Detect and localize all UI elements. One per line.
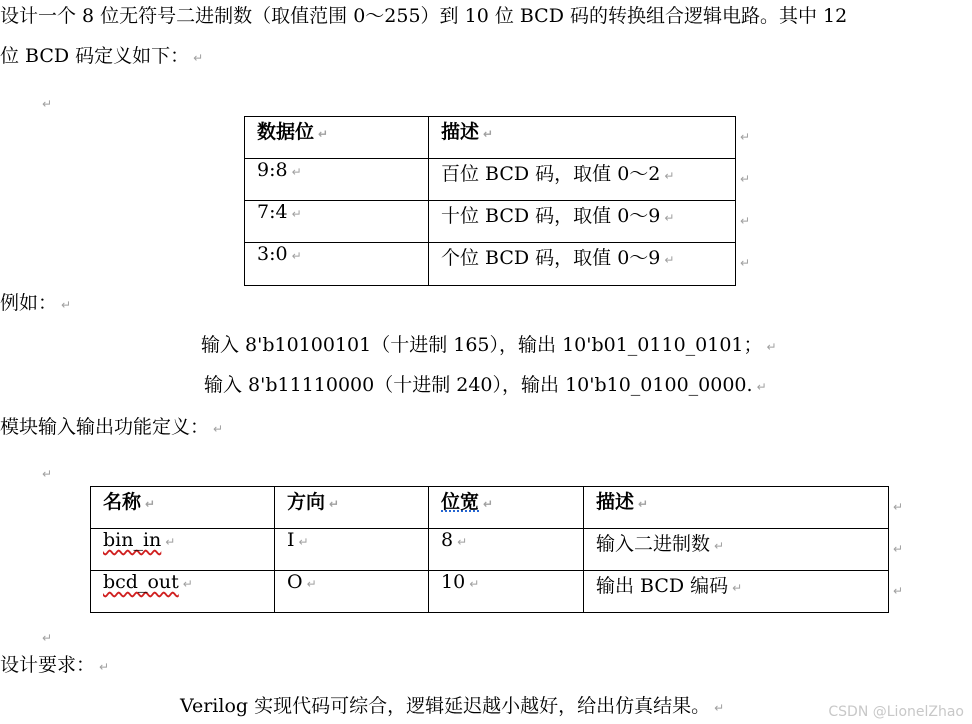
row-end-mark: ↵ xyxy=(740,256,751,270)
row-end-mark: ↵ xyxy=(893,542,904,556)
table-cell: 百位 BCD 码，取值 0～2 ↵ xyxy=(429,159,736,201)
example-line-1: 输入 8'b10100101（十进制 165），输出 10'b01_0110_0101； ↵ xyxy=(201,334,777,356)
row-end-mark: ↵ xyxy=(893,584,904,598)
table-cell: 十位 BCD 码，取值 0～9 ↵ xyxy=(429,201,736,243)
header-cell: 位宽 ↵ xyxy=(429,487,584,529)
table-cell: bcd_out ↵ xyxy=(91,571,275,613)
intro-line-2: 位 BCD 码定义如下： ↵ xyxy=(0,45,204,67)
header-cell: 描述 ↵ xyxy=(429,117,736,159)
empty-paragraph: ↵ xyxy=(42,97,53,111)
table-row xyxy=(91,571,889,613)
table-cell: 9:8 ↵ xyxy=(245,159,429,201)
intro-line-1: 设计一个 8 位无符号二进制数（取值范围 0～255）到 10 位 BCD 码的转换组合逻辑电路。其中 12 xyxy=(0,5,848,27)
example-label: 例如： ↵ xyxy=(0,292,72,314)
table-cell: 10 ↵ xyxy=(429,571,584,613)
table-cell: 3:0 ↵ xyxy=(245,243,429,286)
table-cell: 7:4 ↵ xyxy=(245,201,429,243)
example-line-2: 输入 8'b11110000（十进制 240），输出 10'b10_0100_0000. ↵ xyxy=(204,374,767,396)
row-end-mark: ↵ xyxy=(740,130,751,144)
row-end-mark: ↵ xyxy=(893,500,904,514)
table-cell: 输出 BCD 编码 ↵ xyxy=(584,571,889,613)
table-row xyxy=(245,201,736,243)
requirements-text: Verilog 实现代码可综合，逻辑延迟越小越好，给出仿真结果。 ↵ xyxy=(180,695,725,717)
table-row xyxy=(245,159,736,201)
table-row xyxy=(91,529,889,571)
table-row xyxy=(245,243,736,286)
header-cell: 描述 ↵ xyxy=(584,487,889,529)
module-io-table xyxy=(90,486,889,613)
empty-paragraph: ↵ xyxy=(42,631,53,645)
table-cell: 个位 BCD 码，取值 0～9 ↵ xyxy=(429,243,736,286)
table-cell: I ↵ xyxy=(275,529,429,571)
header-cell: 数据位 ↵ xyxy=(245,117,429,159)
row-end-mark: ↵ xyxy=(740,172,751,186)
csdn-watermark: CSDN @LionelZhao xyxy=(828,704,964,720)
empty-paragraph: ↵ xyxy=(42,467,53,481)
table-cell: 输入二进制数 ↵ xyxy=(584,529,889,571)
row-end-mark: ↵ xyxy=(740,214,751,228)
bcd-definition-table xyxy=(244,116,736,286)
table-header-row xyxy=(91,487,889,529)
table-cell: 8 ↵ xyxy=(429,529,584,571)
table-header-row xyxy=(245,117,736,159)
table-cell: O ↵ xyxy=(275,571,429,613)
table-cell: bin_in ↵ xyxy=(91,529,275,571)
header-cell: 方向 ↵ xyxy=(275,487,429,529)
requirements-label: 设计要求： ↵ xyxy=(0,654,110,676)
module-label: 模块输入输出功能定义： ↵ xyxy=(0,416,224,438)
header-cell: 名称 ↵ xyxy=(91,487,275,529)
